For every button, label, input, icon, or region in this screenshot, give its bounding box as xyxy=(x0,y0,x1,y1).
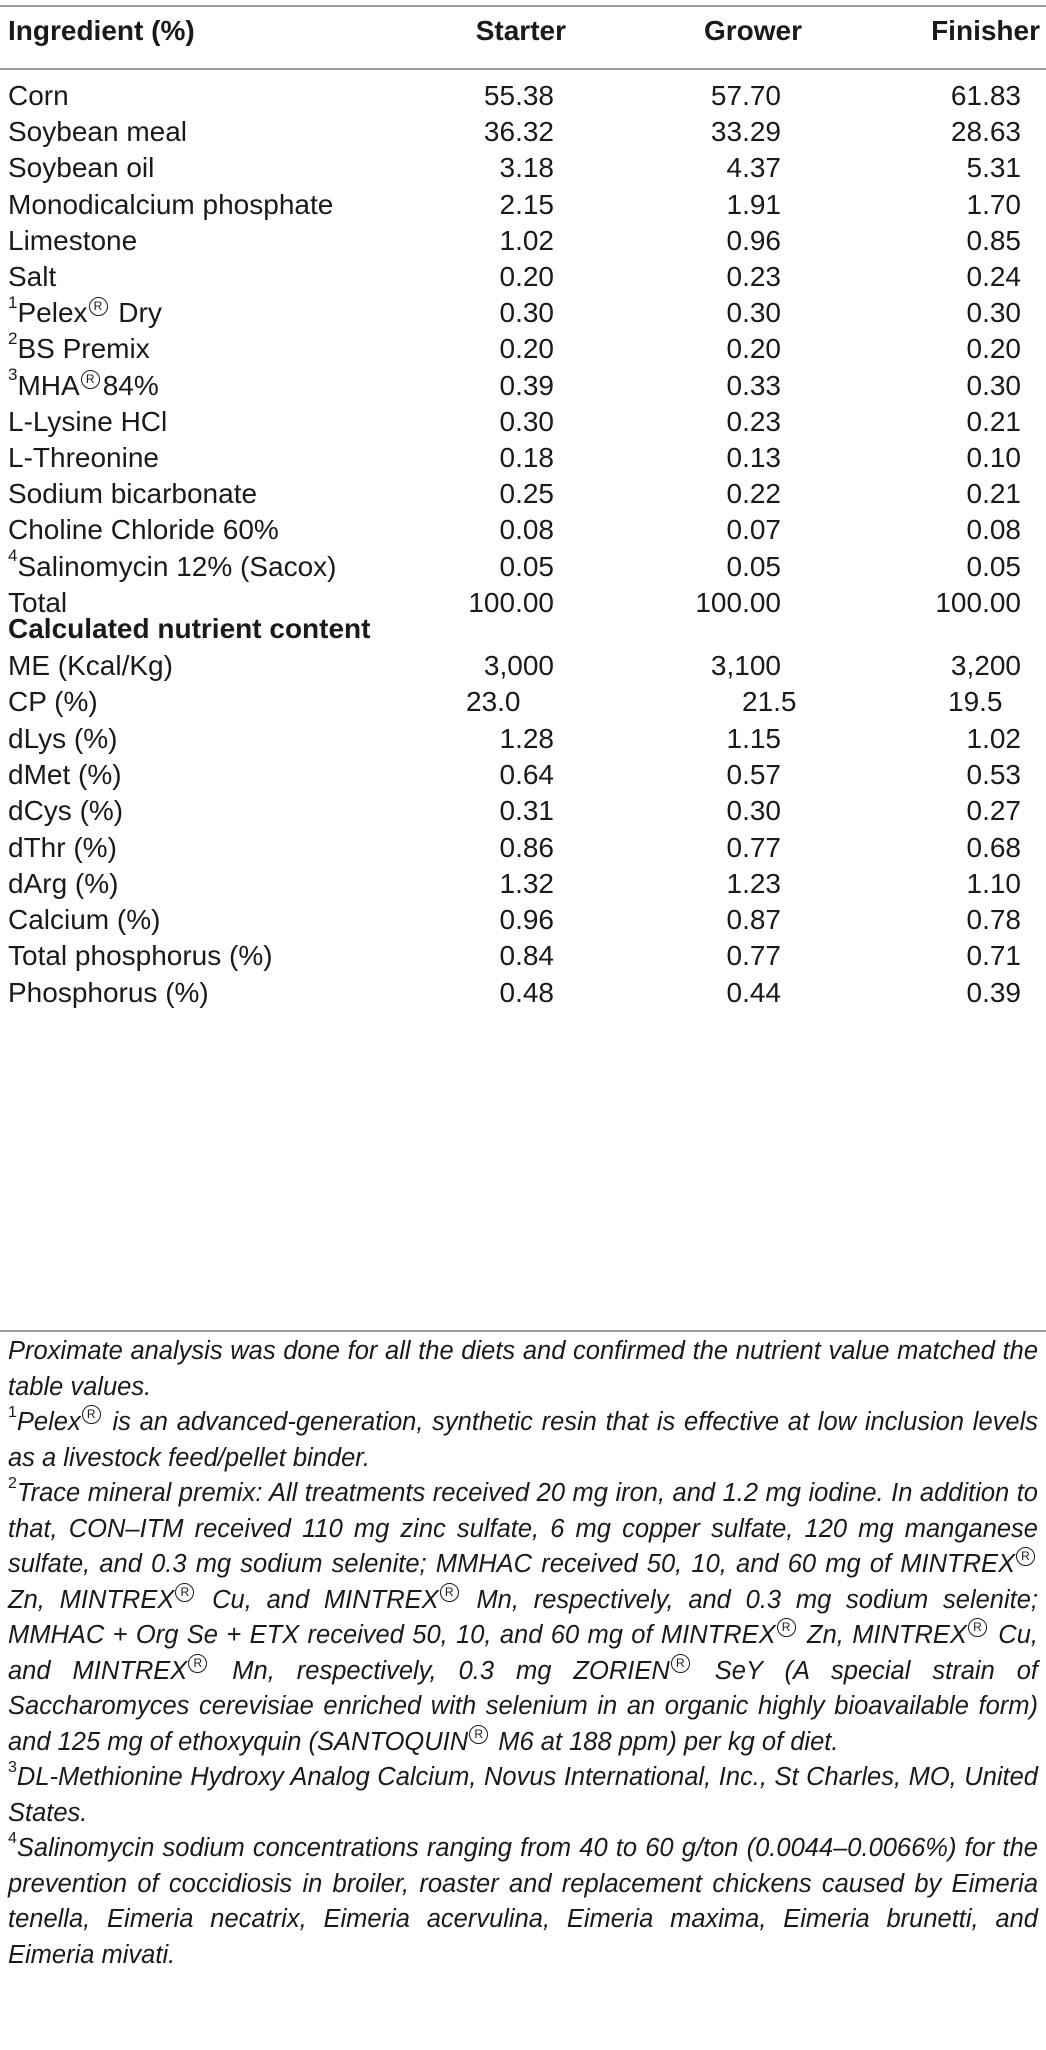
starter-value: 0.31 xyxy=(499,795,554,827)
table-bottom-rule xyxy=(0,1330,1046,1332)
footnote-2-text: Cu, and MINTREX xyxy=(8,1621,1038,1685)
nutrient-name: CP (%) xyxy=(8,686,98,718)
table-footnotes xyxy=(8,1334,1038,1973)
table-row xyxy=(0,969,1046,1016)
registered-mark-icon: R xyxy=(82,1405,101,1424)
registered-mark-icon: R xyxy=(469,1725,488,1744)
grower-value: 21.5 xyxy=(742,686,797,718)
footnote-2 xyxy=(8,1476,1038,1760)
starter-value: 3,000 xyxy=(483,650,554,681)
nutrient-name: Total phosphorus (%) xyxy=(8,940,273,972)
grower-value: 0.77 xyxy=(726,940,781,972)
ingredient-name-text: Soybean oil xyxy=(8,152,155,184)
footnote-2-text: Trace mineral premix: All treatments received 20 mg iron, and 1.2 mg iodine. In addition to that, CON–ITM received 110 mg zinc sulfate, 6 mg copper sulfate, 120 mg manganese sulfate, and 0.3 mg sodium selenite; MMHAC received 50, 10, and 60 mg of MINTREX xyxy=(8,1479,1038,1578)
header-rule xyxy=(0,68,1046,70)
finisher-value: 0.39 xyxy=(966,976,1021,1008)
starter-value: 1.28 xyxy=(499,722,554,754)
header-finisher: Finisher xyxy=(931,15,1040,46)
footnote-mark: 4 xyxy=(8,546,18,566)
registered-mark-icon: R xyxy=(81,370,100,389)
finisher-value: 0.30 xyxy=(966,297,1021,329)
starter-value: 0.48 xyxy=(499,976,554,1008)
registered-mark-icon: R xyxy=(89,297,108,316)
registered-mark-icon: R xyxy=(1016,1547,1035,1566)
finisher-value: 3,200 xyxy=(950,650,1021,681)
ingredient-name-text: Limestone xyxy=(8,224,138,256)
grower-value: 0.33 xyxy=(726,369,781,401)
finisher-value: 0.10 xyxy=(966,442,1021,473)
footnote-mark: 1 xyxy=(8,292,18,312)
ingredient-name-text: Choline Chloride 60% xyxy=(8,514,279,546)
grower-value: 1.15 xyxy=(726,722,781,754)
footnote-1-text-a: Pelex xyxy=(16,1408,81,1436)
footnote-2-text: SeY (A special strain of Saccharomyces cerevisiae enriched with selenium in an organic highly bioavailable form) and 125 mg of ethoxyquin (SANTOQUIN xyxy=(8,1656,1039,1756)
grower-value: 4.37 xyxy=(726,152,781,184)
starter-value: 1.32 xyxy=(499,867,554,899)
footnote-2-text: Mn, respectively, and 0.3 mg sodium selenite; MMHAC + Org Se + ETX received 50, 10, and 60 mg of MINTREX xyxy=(8,1585,1039,1649)
grower-value: 1.23 xyxy=(726,867,781,899)
footnote-1-mark: 1 xyxy=(8,1403,17,1421)
footnote-4 xyxy=(8,1831,1038,1973)
finisher-value: 28.63 xyxy=(950,116,1021,148)
ingredient-name-text: BS Premix xyxy=(17,333,150,365)
footnote-1-text-b: is an advanced-generation, synthetic resin that is effective at low inclusion levels as a livestock feed/pellet binder. xyxy=(8,1408,1038,1472)
ingredient-name-text: L-Lysine HCl xyxy=(8,405,168,437)
finisher-value: 1.10 xyxy=(966,867,1021,899)
ingredient-name-text: L-Threonine xyxy=(8,442,159,473)
starter-value: 0.08 xyxy=(499,514,554,546)
finisher-value: 1.02 xyxy=(966,722,1021,754)
footnote-mark: 2 xyxy=(8,329,18,349)
finisher-value: 0.30 xyxy=(966,369,1021,401)
ingredient-name-text: Salt xyxy=(8,261,57,292)
footnote-2-text: Mn, respectively, 0.3 mg ZORIEN xyxy=(210,1656,670,1685)
finisher-value: 0.21 xyxy=(966,478,1021,510)
starter-value: 1.02 xyxy=(499,224,554,256)
nutrient-name: dArg (%) xyxy=(8,867,119,899)
starter-value: 100.00 xyxy=(468,586,554,618)
grower-value: 0.96 xyxy=(726,224,781,256)
starter-value: 0.25 xyxy=(499,478,554,510)
footnote-2-text: M6 at 188 ppm) per kg of diet. xyxy=(491,1727,839,1756)
starter-value: 0.20 xyxy=(499,261,554,292)
header-ingredient: Ingredient (%) xyxy=(8,15,195,46)
footnote-2-mark: 2 xyxy=(8,1474,17,1492)
starter-value: 3.18 xyxy=(499,152,554,184)
nutrient-name: Phosphorus (%) xyxy=(8,976,209,1008)
grower-value: 3,100 xyxy=(710,650,781,681)
finisher-value: 0.21 xyxy=(966,405,1021,437)
footnote-2-text: Zn, MINTREX xyxy=(8,1585,175,1614)
finisher-value: 0.24 xyxy=(966,261,1021,292)
footnote-3-text: DL-Methionine Hydroxy Analog Calcium, Novus International, Inc., St Charles, MO, United States. xyxy=(8,1763,1038,1827)
finisher-value: 0.08 xyxy=(966,514,1021,546)
ingredient-name-suffix: 84% xyxy=(102,369,159,401)
nutrient-name: dCys (%) xyxy=(8,795,124,827)
finisher-value: 0.78 xyxy=(966,904,1021,936)
registered-mark-icon: R xyxy=(968,1618,987,1637)
ingredient-name-text: Sodium bicarbonate xyxy=(8,478,258,510)
starter-value: 0.30 xyxy=(499,405,554,437)
ingredient-name-text: Salinomycin 12% (Sacox) xyxy=(17,550,337,582)
grower-value: 0.23 xyxy=(726,405,781,437)
finisher-value: 19.5 xyxy=(948,686,1003,718)
finisher-value: 5.31 xyxy=(966,152,1021,184)
starter-value: 0.39 xyxy=(499,369,554,401)
registered-mark-icon: R xyxy=(440,1583,459,1602)
starter-value: 0.05 xyxy=(499,550,554,582)
finisher-value: 61.83 xyxy=(950,80,1021,111)
footnote-3-mark: 3 xyxy=(8,1758,17,1776)
grower-value: 0.22 xyxy=(726,478,781,510)
nutrient-name: Calcium (%) xyxy=(8,904,161,936)
footnote-intro: Proximate analysis was done for all the diets and confirmed the nutrient value matched the table values. xyxy=(8,1337,1038,1401)
finisher-value: 0.68 xyxy=(966,831,1021,863)
starter-value: 0.20 xyxy=(499,333,554,365)
footnote-3 xyxy=(8,1760,1038,1831)
finisher-value: 0.27 xyxy=(966,795,1021,827)
header-grower: Grower xyxy=(703,15,802,46)
finisher-value: 0.53 xyxy=(966,758,1021,790)
finisher-value: 0.20 xyxy=(966,333,1021,365)
grower-value: 0.23 xyxy=(726,261,781,292)
starter-value: 36.32 xyxy=(483,116,554,148)
nutrient-name: dThr (%) xyxy=(8,831,117,863)
starter-value: 0.30 xyxy=(499,297,554,329)
grower-value: 100.00 xyxy=(695,586,781,618)
finisher-value: 100.00 xyxy=(935,586,1021,618)
starter-value: 0.64 xyxy=(499,758,554,790)
starter-value: 0.84 xyxy=(499,940,554,972)
grower-value: 1.91 xyxy=(726,188,781,220)
ingredient-name-text: Corn xyxy=(8,80,69,111)
ingredient-name-text: MHA xyxy=(17,369,80,401)
finisher-value: 0.71 xyxy=(966,940,1021,972)
footnote-1 xyxy=(8,1405,1038,1476)
grower-value: 57.70 xyxy=(710,80,781,111)
finisher-value: 0.85 xyxy=(966,224,1021,256)
starter-value: 0.18 xyxy=(499,442,554,473)
ingredient-name-text: Pelex xyxy=(17,297,88,329)
nutrient-name: dLys (%) xyxy=(8,722,118,754)
starter-value: 55.38 xyxy=(483,80,554,111)
starter-value: 2.15 xyxy=(499,188,554,220)
finisher-value: 1.70 xyxy=(966,188,1021,220)
grower-value: 0.57 xyxy=(726,758,781,790)
header-starter: Starter xyxy=(475,15,566,46)
footnote-4-mark: 4 xyxy=(8,1829,17,1847)
starter-value: 23.0 xyxy=(466,686,521,718)
grower-value: 0.30 xyxy=(726,795,781,827)
grower-value: 0.13 xyxy=(726,442,781,473)
grower-value: 0.44 xyxy=(726,976,781,1008)
finisher-value: 0.05 xyxy=(966,550,1021,582)
starter-value: 0.96 xyxy=(499,904,554,936)
ingredient-name-text: Soybean meal xyxy=(8,116,188,148)
table-header-row xyxy=(0,7,1046,54)
footnote-2-text: Zn, MINTREX xyxy=(798,1621,967,1649)
registered-mark-icon: R xyxy=(777,1618,796,1637)
grower-value: 0.20 xyxy=(726,333,781,365)
footnote-mark: 3 xyxy=(8,365,18,385)
section-title: Calculated nutrient content xyxy=(8,613,371,644)
grower-value: 0.05 xyxy=(726,550,781,582)
footnote-2-text: Cu, and MINTREX xyxy=(197,1585,439,1614)
grower-value: 0.30 xyxy=(726,297,781,329)
registered-mark-icon: R xyxy=(671,1654,690,1673)
grower-value: 0.77 xyxy=(726,831,781,863)
registered-mark-icon: R xyxy=(188,1654,207,1673)
ingredient-name-text: Monodicalcium phosphate xyxy=(8,188,334,220)
footnote-4-text: Salinomycin sodium concentrations ranging from 40 to 60 g/ton (0.0044–0.0066%) for the prevention of coccidiosis in broiler, roaster and replacement chickens caused by Eimeria tenella, Eimeria necatrix, Eimeria acervulina, Eimeria maxima, Eimeria brunetti, and Eimeria mivati. xyxy=(8,1834,1038,1969)
nutrient-name: dMet (%) xyxy=(8,758,122,790)
ingredient-name-suffix: Dry xyxy=(110,297,162,329)
grower-value: 0.07 xyxy=(726,514,781,546)
registered-mark-icon: R xyxy=(175,1583,194,1602)
grower-value: 33.29 xyxy=(710,116,781,148)
grower-value: 0.87 xyxy=(726,904,781,936)
nutrient-name: ME (Kcal/Kg) xyxy=(8,650,173,681)
ingredient-name-text: Total xyxy=(8,586,68,618)
starter-value: 0.86 xyxy=(499,831,554,863)
